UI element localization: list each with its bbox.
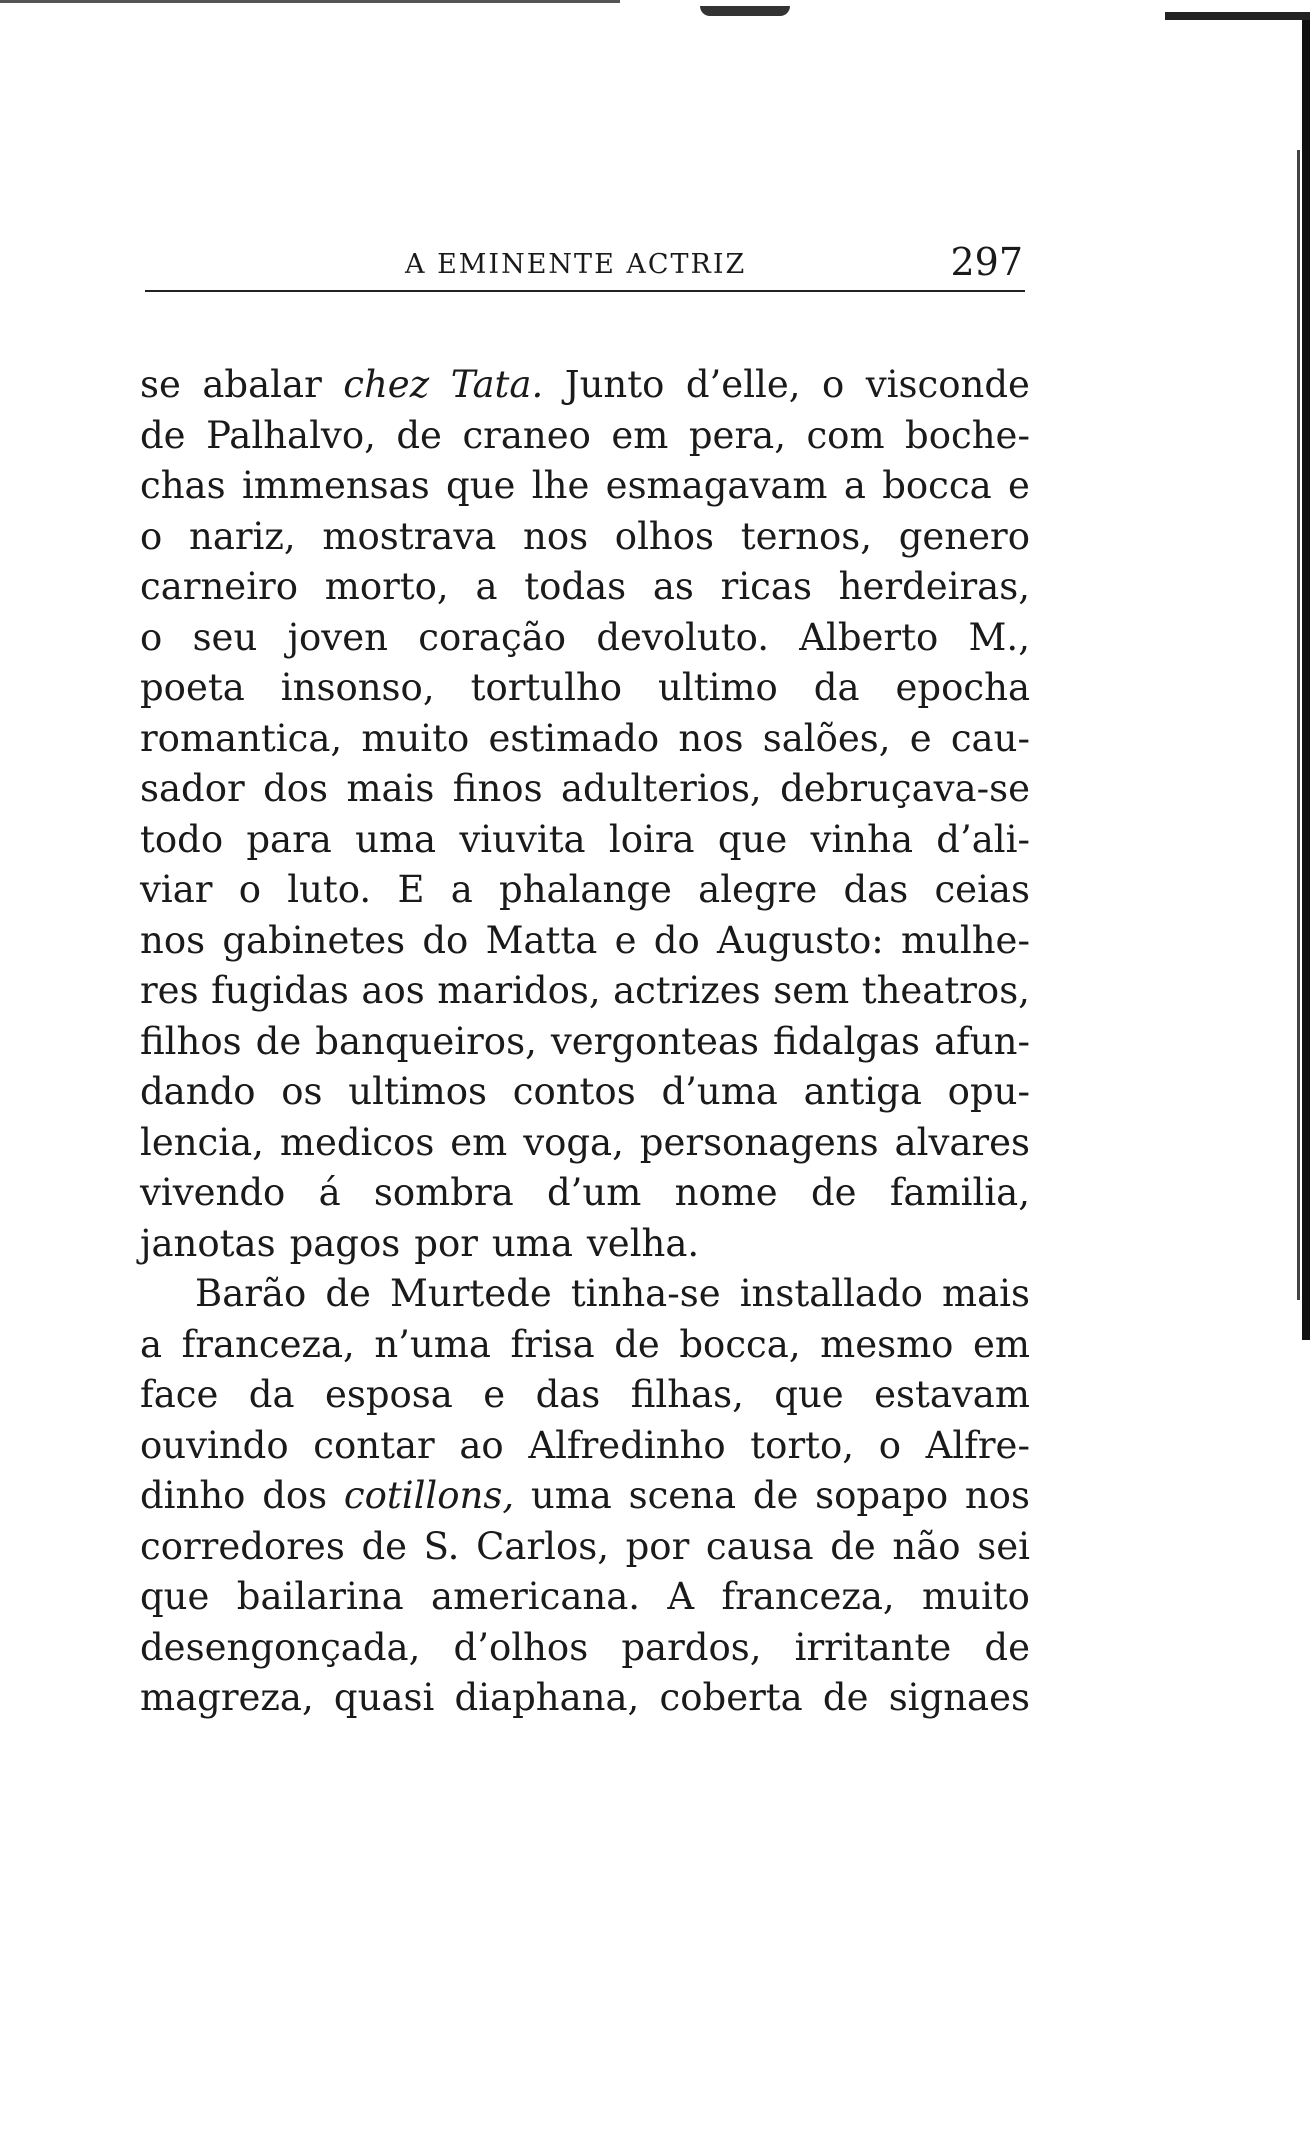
text-line (140, 613, 1030, 664)
word: morto, (324, 565, 449, 608)
text-line (140, 663, 1030, 714)
word: da (248, 1373, 295, 1416)
word: poeta (140, 666, 245, 709)
word: mais (942, 1272, 1030, 1315)
word: ultimo (658, 666, 778, 709)
word: muito (922, 1575, 1030, 1618)
word: magreza, (140, 1676, 314, 1719)
word: lhe (531, 464, 590, 507)
word: que (774, 1373, 844, 1416)
word: que (140, 1575, 210, 1618)
word: das (843, 868, 909, 911)
word: joven (287, 615, 388, 659)
word: e (1008, 464, 1030, 507)
text-line (140, 1471, 1030, 1522)
word: das (535, 1373, 601, 1416)
text-line (140, 815, 1030, 866)
word: e (483, 1373, 506, 1416)
word: janotas (140, 1221, 276, 1265)
word: as (652, 565, 694, 608)
word: uma (355, 817, 437, 861)
word: sador (140, 767, 245, 810)
word: nos (678, 716, 744, 760)
word: visconde (865, 363, 1030, 406)
word: d’um (546, 1171, 642, 1214)
word: herdeiras, (838, 565, 1030, 608)
text-line (140, 1269, 1030, 1320)
word: Matta (485, 918, 598, 962)
word: sombra (373, 1171, 514, 1214)
word: ternos, (740, 514, 873, 558)
page-edge-shadow (1302, 20, 1310, 1340)
word: dando (140, 1070, 256, 1113)
text-line (140, 916, 1030, 967)
word: de (752, 1474, 799, 1517)
word: a (140, 1322, 163, 1366)
word: contos (512, 1070, 636, 1113)
text-line (140, 1067, 1030, 1118)
word: Alfre- (925, 1423, 1030, 1467)
text-line (140, 1421, 1030, 1472)
word: fugidas (211, 969, 349, 1012)
text-line (140, 1522, 1030, 1573)
word: sem (773, 969, 850, 1012)
text-line (140, 1370, 1030, 1421)
word: torto, (750, 1423, 855, 1467)
word: d’olhos (453, 1625, 589, 1669)
word: loira (608, 817, 695, 861)
word: opu- (947, 1070, 1030, 1113)
word: luto. (287, 868, 372, 911)
word: chez (343, 363, 430, 406)
word: muito (361, 716, 470, 760)
word: a (475, 565, 498, 608)
word: Tata. (450, 363, 544, 406)
word: com (806, 413, 885, 457)
word: nariz, (188, 514, 296, 558)
word: corredores (140, 1524, 345, 1568)
word: o (878, 1423, 901, 1467)
word: bocca, (679, 1322, 801, 1366)
word: aos (361, 969, 425, 1012)
word: debruçava-se (780, 767, 1030, 810)
word: alvares (894, 1120, 1030, 1164)
scan-artifact-top (0, 0, 620, 3)
word: pera, (688, 413, 786, 457)
word: dinho (140, 1474, 246, 1517)
word: desengonçada, (140, 1625, 421, 1669)
word: ultimos (348, 1070, 487, 1113)
word: Alberto (799, 615, 939, 659)
word: M., (968, 615, 1030, 659)
word: sopapo (815, 1474, 949, 1517)
word: de (140, 413, 186, 457)
word: cau- (950, 716, 1030, 760)
word: ceias (934, 868, 1030, 911)
word: phalange (499, 868, 672, 911)
word: Murtede (390, 1272, 552, 1315)
text-line (140, 1168, 1030, 1219)
word: o (140, 514, 163, 558)
word: S. (423, 1524, 460, 1568)
word: a (843, 464, 866, 507)
word: por (414, 1221, 478, 1265)
word: de (396, 413, 442, 457)
text-line (140, 714, 1030, 765)
word: quasi (333, 1676, 435, 1719)
word: Junto (564, 363, 665, 406)
word: seu (192, 615, 258, 659)
word: de (325, 1272, 371, 1315)
word: a (450, 868, 473, 911)
word: installado (739, 1272, 923, 1315)
word: d’uma (661, 1070, 778, 1113)
header-rule (145, 290, 1025, 292)
word: Augusto: (717, 918, 884, 962)
word: o (140, 615, 163, 659)
word: filhas, (630, 1373, 744, 1416)
word: Alfredinho (528, 1423, 726, 1467)
word: epocha (895, 666, 1030, 709)
text-line (140, 360, 1030, 411)
word: salões, (762, 716, 891, 760)
word: franceza, (721, 1575, 895, 1618)
word: viar (140, 868, 213, 911)
word: nome (674, 1171, 778, 1214)
word: mesmo (820, 1322, 954, 1366)
word: carneiro (140, 565, 298, 608)
word: causa (705, 1524, 814, 1568)
word: de (255, 1019, 302, 1063)
word: de (822, 1676, 869, 1719)
word: vinha (810, 817, 914, 861)
word: em (450, 1120, 508, 1164)
word: bocca (882, 464, 992, 507)
word: chas (140, 464, 226, 507)
word: nos (140, 918, 206, 962)
word: que (446, 464, 516, 507)
word: mais (346, 767, 435, 810)
word: pagos (289, 1221, 401, 1265)
text-line (140, 1623, 1030, 1674)
word: mulhe- (900, 918, 1030, 962)
word: vivendo (140, 1171, 286, 1214)
running-title: A EMINENTE ACTRIZ (405, 249, 747, 280)
word: A (667, 1575, 695, 1618)
word: filhos (140, 1019, 242, 1063)
word: ricas (720, 565, 812, 608)
word: alegre (698, 868, 818, 911)
word: res (140, 969, 199, 1012)
text-line (140, 1673, 1030, 1724)
word: á (318, 1171, 341, 1214)
word: finos (452, 767, 543, 810)
text-line (140, 1572, 1030, 1623)
word: contar (313, 1423, 435, 1467)
text-line (140, 562, 1030, 613)
word: E (397, 868, 425, 911)
word: devoluto. (596, 615, 770, 659)
word: gabinetes (222, 918, 406, 962)
word: ouvindo (140, 1423, 289, 1467)
word: e (909, 716, 932, 760)
word: Carlos, (476, 1524, 609, 1568)
word: de (984, 1625, 1030, 1669)
word: e (614, 918, 637, 962)
body-text (140, 360, 1030, 1724)
word: de (810, 1171, 857, 1214)
word: face (140, 1373, 219, 1416)
word: todo (140, 817, 224, 861)
page-edge-line (1297, 150, 1300, 1300)
word: o (822, 363, 845, 406)
word: craneo (462, 413, 591, 457)
word: insonso, (280, 666, 435, 709)
word: cotillons, (343, 1474, 515, 1517)
word: vergonteas (550, 1019, 759, 1063)
word: mostrava (322, 514, 497, 558)
text-line (140, 764, 1030, 815)
word: lencia, (140, 1120, 264, 1164)
scan-artifact-top-center (700, 6, 790, 16)
scan-artifact-top-right (1165, 12, 1310, 20)
word: n’uma (374, 1322, 491, 1366)
word: de (830, 1524, 876, 1568)
word: immensas (241, 464, 430, 507)
word: d’elle, (685, 363, 801, 406)
word: genero (898, 514, 1030, 558)
word: todas (524, 565, 627, 608)
word: dos (262, 1474, 328, 1517)
word: tortulho (470, 666, 623, 709)
word: abalar (202, 363, 322, 406)
word: de (361, 1524, 408, 1568)
word: estimado (488, 716, 660, 760)
page-number: 297 (950, 240, 1023, 284)
word: os (281, 1070, 323, 1113)
word: franceza, (181, 1322, 355, 1366)
word: voga, (523, 1120, 624, 1164)
word: Barão (195, 1272, 307, 1315)
word: d’ali- (936, 817, 1030, 861)
text-line (140, 411, 1030, 462)
word: esposa (324, 1373, 453, 1416)
text-line (140, 461, 1030, 512)
word: romantica, (140, 716, 343, 760)
word: que (717, 817, 788, 861)
word: olhos (614, 514, 714, 558)
word: boche- (905, 413, 1030, 457)
word: nos (964, 1474, 1030, 1517)
word: velha. (586, 1221, 700, 1265)
word: antiga (803, 1070, 922, 1113)
word: esmagavam (605, 464, 828, 507)
word: para (246, 817, 332, 861)
word: em (611, 413, 669, 457)
word: sei (977, 1524, 1030, 1568)
word: uma (491, 1221, 573, 1265)
word: medicos (279, 1120, 435, 1164)
word: coração (418, 615, 567, 659)
word: uma (530, 1474, 612, 1517)
text-line (140, 1320, 1030, 1371)
word: americana. (431, 1575, 641, 1618)
word: do (422, 918, 469, 962)
word: personagens (639, 1120, 879, 1164)
word: scena (628, 1474, 737, 1517)
word: actrizes (613, 969, 761, 1012)
word: afun- (934, 1019, 1030, 1063)
word: banqueiros, (315, 1019, 537, 1063)
word: da (813, 666, 860, 709)
word: fidalgas (773, 1019, 921, 1063)
word: adulterios, (560, 767, 762, 810)
word: theatros, (861, 969, 1030, 1012)
text-line (140, 512, 1030, 563)
word: Palhalvo, (206, 413, 376, 457)
word: frisa (510, 1322, 595, 1366)
word: viuvita (459, 817, 586, 861)
word: diaphana, (454, 1676, 640, 1719)
running-head (145, 232, 1025, 286)
word: bailarina (236, 1575, 404, 1618)
word: se (140, 363, 181, 406)
word: maridos, (437, 969, 601, 1012)
word: não (892, 1524, 961, 1568)
text-line (140, 1219, 1030, 1270)
word: ao (459, 1423, 504, 1467)
word: o (238, 868, 262, 911)
word: do (653, 918, 700, 962)
text-line (140, 1017, 1030, 1068)
word: coberta (659, 1676, 803, 1719)
word: pardos, (621, 1625, 762, 1669)
word: familia, (889, 1171, 1030, 1214)
text-line (140, 1118, 1030, 1169)
word: por (625, 1524, 690, 1568)
word: estavam (874, 1373, 1030, 1416)
word: de (614, 1322, 660, 1366)
word: dos (263, 767, 329, 810)
text-line (140, 966, 1030, 1017)
word: signaes (888, 1676, 1030, 1719)
word: nos (523, 514, 589, 558)
text-line (140, 865, 1030, 916)
word: tinha-se (570, 1272, 721, 1315)
word: em (973, 1322, 1030, 1366)
word: irritante (794, 1625, 952, 1669)
